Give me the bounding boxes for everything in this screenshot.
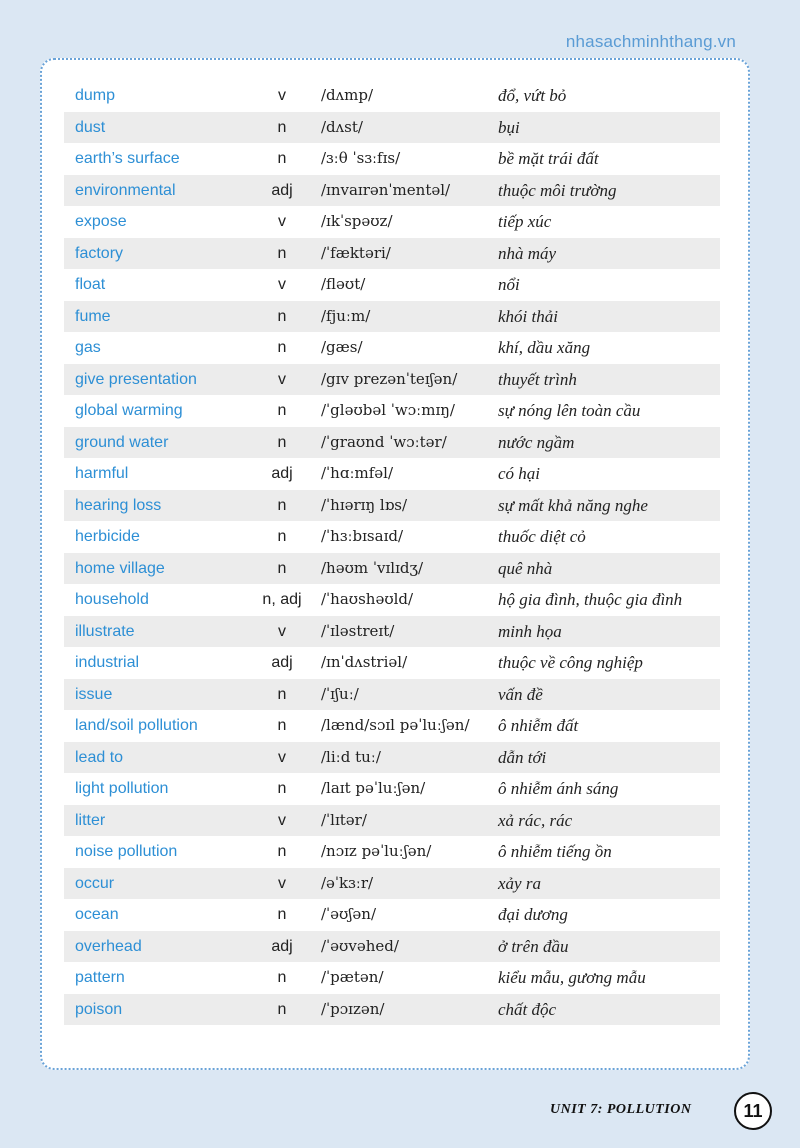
vocab-word: pattern — [75, 969, 125, 986]
vocab-part-of-speech: v — [278, 748, 286, 766]
vocab-word: dust — [75, 118, 106, 136]
vocabulary-list — [42, 80, 748, 1025]
vocab-meaning: hộ gia đình, thuộc gia đình — [498, 590, 683, 609]
vocab-word: illustrate — [75, 622, 135, 640]
vocab-part-of-speech: n — [277, 118, 287, 136]
page-number: 11 — [734, 1092, 772, 1130]
vocab-pronunciation: /lænd/sɔɪl pəˈluːʃən/ — [321, 716, 470, 734]
vocab-part-of-speech: v — [278, 874, 286, 892]
vocab-pronunciation: /ɪnˈdʌstriəl/ — [321, 653, 408, 671]
vocab-pronunciation: /dʌmp/ — [321, 86, 374, 104]
vocab-word: global warming — [75, 402, 183, 419]
vocab-row — [64, 364, 720, 396]
vocab-row — [64, 175, 720, 207]
vocab-meaning: ô nhiễm ánh sáng — [498, 779, 619, 798]
vocab-word: litter — [75, 811, 106, 829]
vocab-word: occur — [75, 874, 115, 892]
vocab-part-of-speech: n — [277, 559, 287, 577]
vocab-part-of-speech: v — [278, 87, 286, 104]
vocab-part-of-speech: n — [277, 780, 287, 797]
vocab-word: gas — [75, 339, 101, 356]
vocab-part-of-speech: n, adj — [262, 591, 302, 608]
vocab-row — [42, 773, 748, 805]
vocab-word: overhead — [75, 937, 142, 955]
vocab-row — [42, 521, 748, 553]
vocab-word: harmful — [75, 465, 129, 482]
vocab-part-of-speech: n — [277, 402, 287, 419]
vocab-word: factory — [75, 244, 124, 262]
vocab-pronunciation: /ˈhaʊshəʊld/ — [321, 590, 414, 608]
vocab-part-of-speech: v — [278, 370, 286, 388]
vocab-row — [42, 458, 748, 490]
vocab-pronunciation: /ˈəʊʃən/ — [321, 905, 377, 923]
vocab-word: land/soil pollution — [75, 717, 198, 734]
vocab-pronunciation: /fjuːm/ — [321, 306, 371, 325]
vocab-word: lead to — [75, 748, 124, 766]
vocab-word: noise pollution — [75, 843, 178, 860]
vocab-row — [64, 301, 720, 333]
vocab-pronunciation: /ˈəʊvəhed/ — [321, 936, 399, 955]
vocab-row — [42, 80, 748, 112]
vocab-row — [64, 616, 720, 648]
vocab-part-of-speech: v — [278, 622, 286, 640]
vocab-part-of-speech: n — [277, 1000, 287, 1018]
vocab-word: hearing loss — [75, 496, 162, 514]
vocab-meaning: thuốc diệt cỏ — [498, 527, 586, 546]
vocab-meaning: nhà máy — [498, 243, 557, 263]
vocab-meaning: khí, dầu xăng — [498, 338, 591, 357]
vocab-meaning: ô nhiễm tiếng ồn — [498, 842, 612, 861]
vocab-row — [64, 742, 720, 774]
vocab-meaning: xảy ra — [498, 873, 541, 893]
vocab-meaning: đổ, vứt bỏ — [498, 86, 567, 105]
vocab-meaning: bụi — [498, 117, 520, 137]
vocab-part-of-speech: n — [277, 906, 287, 923]
vocab-row — [42, 836, 748, 868]
vocab-pronunciation: /gɪv prezənˈteɪʃən/ — [321, 369, 458, 388]
vocab-word: environmental — [75, 181, 176, 199]
vocab-word: ground water — [75, 433, 169, 451]
vocab-pronunciation: /gæs/ — [321, 338, 363, 356]
vocab-part-of-speech: n — [277, 433, 287, 451]
vocab-part-of-speech: v — [278, 213, 286, 230]
vocab-pronunciation: /ˈhɜːbɪsaɪd/ — [321, 527, 404, 545]
vocab-row — [42, 899, 748, 931]
vocab-word: household — [75, 591, 149, 608]
vocab-row — [42, 395, 748, 427]
unit-title: UNIT 7: POLLUTION — [550, 1102, 692, 1117]
vocab-part-of-speech: n — [277, 307, 287, 325]
vocab-row — [42, 332, 748, 364]
vocab-pronunciation: /əˈkɜːr/ — [321, 873, 374, 892]
vocab-meaning: đại dương — [498, 905, 568, 924]
vocab-row — [64, 112, 720, 144]
vocab-word: earth’s surface — [75, 150, 180, 167]
vocab-pronunciation: /ˈpɔɪzən/ — [321, 999, 385, 1018]
vocab-meaning: ô nhiễm đất — [498, 716, 579, 735]
vocab-meaning: tiếp xúc — [498, 212, 552, 231]
vocab-pronunciation: /laɪt pəˈluːʃən/ — [321, 779, 426, 797]
vocab-pronunciation: /ˈgləʊbəl ˈwɔːmɪŋ/ — [321, 401, 455, 419]
vocab-row — [42, 584, 748, 616]
vocab-pronunciation: /fləʊt/ — [321, 275, 366, 293]
vocab-meaning: thuyết trình — [498, 369, 577, 389]
vocab-meaning: vấn đề — [498, 684, 543, 704]
vocab-word: fume — [75, 307, 111, 325]
vocab-pronunciation: /həʊm ˈvɪlɪdʒ/ — [321, 558, 423, 577]
vocab-pronunciation: /ˈfæktəri/ — [321, 243, 391, 262]
vocab-word: issue — [75, 685, 113, 703]
vocab-meaning: kiểu mẫu, gương mẫu — [498, 968, 646, 987]
vocab-row — [64, 490, 720, 522]
vocab-row — [64, 868, 720, 900]
vocab-meaning: dẫn tới — [498, 747, 547, 767]
vocab-meaning: minh họa — [498, 621, 562, 641]
vocab-row — [42, 269, 748, 301]
vocab-meaning: quê nhà — [498, 558, 553, 578]
vocab-meaning: có hại — [498, 464, 541, 483]
vocab-meaning: sự nóng lên toàn cầu — [498, 401, 641, 420]
vocab-word: expose — [75, 213, 127, 230]
vocab-part-of-speech: adj — [271, 181, 293, 199]
vocab-part-of-speech: v — [278, 811, 286, 829]
vocab-pronunciation: /ˈlɪtər/ — [321, 810, 367, 829]
vocab-row — [64, 553, 720, 585]
vocab-meaning: nước ngầm — [498, 432, 575, 452]
vocab-pronunciation: /ˈhɑːmfəl/ — [321, 464, 393, 482]
vocab-row — [42, 647, 748, 679]
vocab-row — [64, 679, 720, 711]
vocab-part-of-speech: adj — [271, 937, 293, 955]
vocab-row — [64, 805, 720, 837]
vocab-pronunciation: /ˈhɪərɪŋ lɒs/ — [321, 495, 408, 514]
vocab-pronunciation: /ˈɪʃuː/ — [321, 684, 359, 703]
vocab-part-of-speech: n — [277, 843, 287, 860]
vocab-pronunciation: /nɔɪz pəˈluːʃən/ — [321, 842, 432, 860]
vocab-pronunciation: /ɪnvaɪrənˈmentəl/ — [321, 180, 451, 199]
vocab-word: ocean — [75, 906, 119, 923]
vocab-part-of-speech: n — [277, 339, 287, 356]
vocab-pronunciation: /ˈpætən/ — [321, 968, 384, 986]
vocab-pronunciation: /ˈɪləstreɪt/ — [321, 621, 395, 640]
vocab-row — [42, 143, 748, 175]
vocab-part-of-speech: n — [277, 150, 287, 167]
vocab-meaning: bề mặt trái đất — [498, 149, 599, 168]
vocab-word: give presentation — [75, 370, 197, 388]
vocab-row — [64, 238, 720, 270]
vocab-meaning: khói thải — [498, 306, 558, 326]
vocab-part-of-speech: n — [277, 496, 287, 514]
vocab-meaning: nổi — [498, 275, 520, 294]
vocab-word: float — [75, 276, 106, 293]
vocab-part-of-speech: n — [277, 969, 287, 986]
vocab-part-of-speech: adj — [271, 654, 293, 671]
vocab-row — [64, 931, 720, 963]
vocab-part-of-speech: v — [278, 276, 286, 293]
vocab-part-of-speech: n — [277, 244, 287, 262]
vocab-part-of-speech: adj — [271, 465, 293, 482]
vocab-row — [42, 710, 748, 742]
vocab-pronunciation: /liːd tuː/ — [321, 747, 381, 766]
vocab-word: light pollution — [75, 780, 169, 797]
vocab-word: herbicide — [75, 528, 140, 545]
vocab-meaning: sự mất khả năng nghe — [498, 495, 648, 515]
vocab-row — [42, 206, 748, 238]
vocab-word: dump — [75, 87, 116, 104]
vocab-pronunciation: /ɪkˈspəʊz/ — [321, 212, 393, 230]
vocab-row — [64, 427, 720, 459]
vocab-part-of-speech: n — [277, 528, 287, 545]
vocab-meaning: chất độc — [498, 999, 557, 1019]
vocab-meaning: thuộc về công nghiệp — [498, 653, 643, 672]
vocab-part-of-speech: n — [277, 717, 287, 734]
vocabulary-panel — [40, 58, 750, 1070]
vocab-word: industrial — [75, 654, 140, 671]
vocab-pronunciation: /ˈgraʊnd ˈwɔːtər/ — [321, 432, 447, 451]
vocab-part-of-speech: n — [277, 685, 287, 703]
vocab-word: home village — [75, 559, 165, 577]
vocab-meaning: xả rác, rác — [498, 810, 573, 830]
site-url: nhasachminhthang.vn — [565, 32, 736, 51]
vocab-pronunciation: /dʌst/ — [321, 117, 363, 136]
vocab-row — [64, 994, 720, 1026]
vocab-row — [42, 962, 748, 994]
vocab-pronunciation: /ɜːθ ˈsɜːfɪs/ — [321, 149, 401, 167]
vocab-meaning: ở trên đầu — [498, 936, 569, 956]
vocab-word: poison — [75, 1000, 123, 1018]
vocab-meaning: thuộc môi trường — [498, 180, 617, 200]
